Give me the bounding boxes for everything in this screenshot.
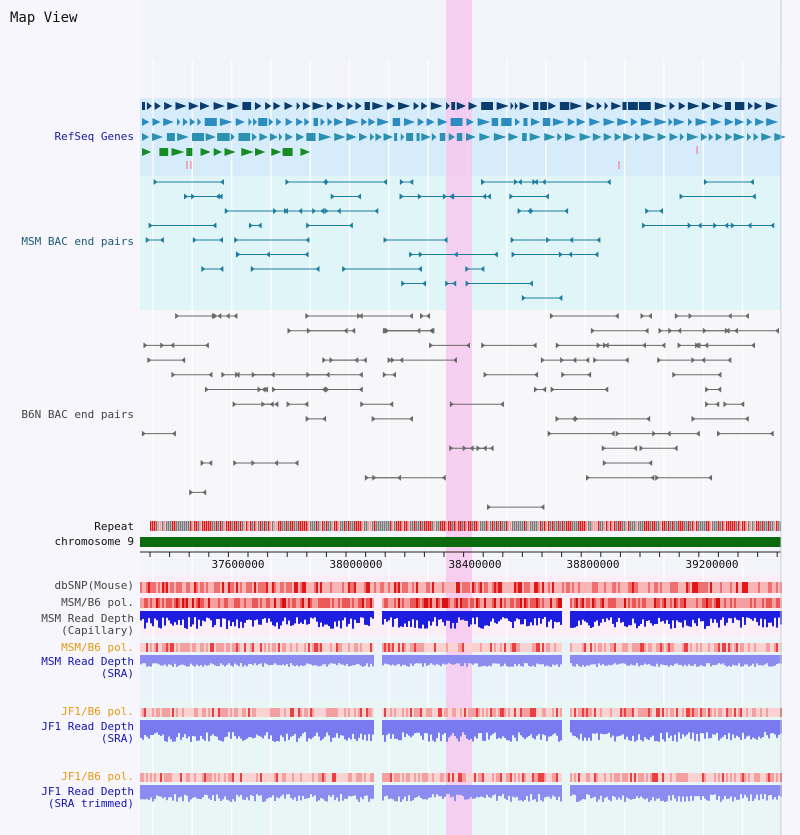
ruler-tick-label: 38400000 (448, 558, 502, 571)
gene-block[interactable] (735, 102, 744, 110)
gene-block[interactable] (540, 102, 547, 110)
gene-block[interactable] (417, 133, 420, 141)
gene-block[interactable] (142, 102, 145, 110)
label-repeat[interactable]: Repeat (94, 520, 134, 533)
gene-block[interactable] (217, 133, 229, 141)
gene-block[interactable] (167, 133, 175, 141)
gene-block[interactable] (242, 102, 251, 110)
jf1-b6-pol-trim-track (140, 773, 782, 782)
label-msm-depth-sra[interactable]: MSM Read Depth (41, 655, 134, 668)
label-msm-bac[interactable]: MSM BAC end pairs (21, 235, 134, 248)
label-jf1-depth[interactable]: JF1 Read Depth (41, 720, 134, 733)
gene-block[interactable] (238, 133, 250, 141)
label-msm-b6-pol-sra[interactable]: MSM/B6 pol. (61, 641, 134, 654)
gene-block[interactable] (258, 118, 267, 126)
gene-block[interactable] (406, 133, 413, 141)
ruler-tick-label: 37600000 (211, 558, 265, 571)
label-msm-depth-cap[interactable]: MSM Read Depth (41, 612, 134, 625)
label-jf1-depth-sub: (SRA) (100, 732, 134, 745)
gene-block[interactable] (313, 118, 318, 126)
msm-b6-pol-sra-track (140, 643, 782, 652)
label-msm-depth-sra-sub: (SRA) (100, 667, 134, 680)
gene-block[interactable] (365, 102, 370, 110)
gene-block[interactable] (533, 102, 538, 110)
msm-b6-pol-cap-track (140, 598, 782, 608)
gene-block[interactable] (725, 102, 731, 110)
label-dbsnp[interactable]: dbSNP(Mouse) (54, 579, 134, 592)
gene-block[interactable] (205, 118, 217, 126)
gene-block[interactable] (440, 133, 445, 141)
label-jf1-b6-pol-trim[interactable]: JF1/B6 pol. (61, 770, 134, 783)
gene-block[interactable] (523, 118, 527, 126)
label-b6n-bac[interactable]: B6N BAC end pairs (21, 408, 134, 421)
gene-block[interactable] (394, 133, 397, 141)
gene-block[interactable] (639, 102, 651, 110)
gene-block[interactable] (543, 118, 550, 126)
ruler-tick-label: 39200000 (685, 558, 739, 571)
gene-block[interactable] (492, 118, 498, 126)
jf1-b6-pol-track (140, 708, 782, 717)
gene-block[interactable] (159, 148, 168, 156)
gene-block[interactable] (481, 102, 493, 110)
gene-block[interactable] (393, 118, 400, 126)
label-jf1-b6-pol[interactable]: JF1/B6 pol. (61, 705, 134, 718)
gene-block[interactable] (560, 102, 569, 110)
gene-block[interactable] (192, 133, 204, 141)
gene-block[interactable] (451, 102, 455, 110)
ruler-tick-label: 38800000 (566, 558, 620, 571)
gene-block[interactable] (283, 148, 293, 156)
ruler-tick-label: 38000000 (329, 558, 383, 571)
gene-block[interactable] (522, 133, 527, 141)
gene-block[interactable] (628, 102, 638, 110)
label-msm-b6-pol-cap[interactable]: MSM/B6 pol. (61, 596, 134, 609)
label-jf1-trim-depth-sub: (SRA trimmed) (47, 797, 134, 810)
label-jf1-trim-depth[interactable]: JF1 Read Depth (41, 785, 134, 798)
gene-block[interactable] (306, 133, 315, 141)
gene-block[interactable] (451, 118, 463, 126)
map-view-title: Map View (10, 10, 78, 26)
label-msm-depth-cap-sub: (Capillary) (61, 624, 134, 637)
dbsnp-track (140, 582, 782, 593)
gene-block[interactable] (501, 118, 511, 126)
gene-block[interactable] (622, 102, 626, 110)
gene-block[interactable] (457, 133, 463, 141)
label-refseq-genes[interactable]: RefSeq Genes (54, 130, 134, 143)
label-chromosome[interactable]: chromosome 9 (54, 535, 134, 548)
chromosome-bar[interactable] (140, 537, 781, 547)
gene-block[interactable] (186, 148, 192, 156)
